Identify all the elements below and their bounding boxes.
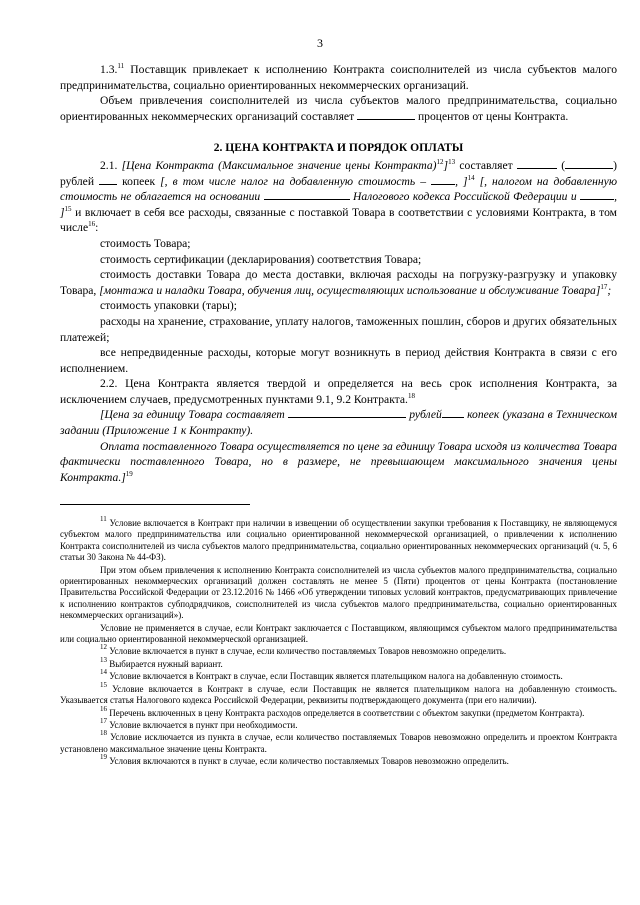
clause-2-2-payment: Оплата поставленного Товара осуществляется по цене за единицу Товара исходя из количества Товара фактически поставленного Товара, но в размере, не превышающем максимального значения цены Контракта.]$^{19}$ xyxy=(60,439,617,484)
footnote-ref-16[interactable]: 16 xyxy=(88,220,96,229)
footnote-13: $^{13}$ Выбирается нужный вариант. xyxy=(100,655,223,669)
footnote-11-cont: При этом объем привлечения к исполнению Контракта соисполнителей из числа субъектов малого предпринимательства, социально ориентированных некоммерческих организаций должен составлять не менее 5 (Пяти) процентов от цены Контракта (постановление Правительства Российской Федерации от 23.12.2016 № 1466 «Об утверждении типовых условий контрактов, предусматривающих привлечение к исполнению контрактов субподрядчиков, соисполнителей из числа субъектов малого предпринимательства, социально ориентированных некоммерческих организаций»). xyxy=(60,564,617,621)
footnote-16: $^{16}$ Перечень включенных в цену Контракта расходов определяется в соответствии с объектом закупки (предметом Контракта). xyxy=(100,704,585,718)
footnote-ref-15[interactable]: 15 xyxy=(64,204,72,213)
footnote-ref-12[interactable]: 12 xyxy=(436,157,444,166)
footnote-14: $^{14}$ Условие включается в Контракт в случае, если Поставщик является плательщиком налога на добавленную стоимость. xyxy=(100,668,563,682)
blank-field xyxy=(431,174,455,185)
clause-2-2: 2.2. Цена Контракта является твердой и определяется на весь срок исполнения Контракта, за исключением случаев, предусмотренных пунктами 9.1, 9.2 Контракта.$^{18}$ xyxy=(60,377,617,406)
blank-field xyxy=(264,189,350,200)
list-item: стоимость доставки Товара до места доставки, включая расходы на погрузку-разгрузку и упаковку Товара, [монтажа и наладки Товара, обучения лиц, осуществляющих использование и обслуживание Товара]$^{17}$; xyxy=(60,268,617,297)
blank-field xyxy=(517,158,557,169)
footnote-separator xyxy=(60,504,250,505)
list-item: все непредвиденные расходы, которые могут возникнуть в период действия Контракта в связи с его исполнением. xyxy=(60,346,617,375)
clause-2-1: 2.1. [Цена Контракта (Максимальное значение цены Контракта)$^{12}$]$^{13}$ составляет ( ) рублей копеек [, в том числе налог на добавленную стоимость – , ]$^{14}$ [, налогом на добавленную стоимость не облагается на основании Налогового кодекса Российской Федерации и , ]$^{15}$ и включает в себя все расходы, связанные с поставкой Товара в соответствии с условиями Контракта, в том числе$^{16}$: xyxy=(60,157,618,235)
blank-field xyxy=(580,189,614,200)
footnote-ref-13[interactable]: 13 xyxy=(448,157,456,166)
list-item: стоимость сертификации (декларирования) соответствия Товара; xyxy=(100,252,422,266)
footnote-11: $^{11}$ Условие включается в Контракт при наличии в извещении об осуществлении закупки требования к Поставщику, не являющемуся субъектом малого предпринимательства или социально ориентированной некоммерческой организацией, о привлечении к исполнению Контракта соисполнителей из числа субъектов малого предпринимательства, социально ориентированных некоммерческих организаций (ч. 5, 6 статьи 30 Закона № 44-ФЗ). xyxy=(60,515,617,563)
clause-2-2-unit-price: [Цена за единицу Товара составляет рублей копеек (указана в Техническом задании (Приложение 1 к Контракту). xyxy=(60,408,617,438)
footnote-17: $^{17}$ Условие включается в пункт при необходимости. xyxy=(100,716,298,730)
footnote-18: $^{18}$ Условие исключается из пункта в случае, если количество поставляемых Товаров невозможно определить и проектом Контракта установлено максимальное значение цены Контракта. xyxy=(60,729,617,754)
page-number: 3 xyxy=(317,36,323,50)
document-body xyxy=(60,62,617,485)
footnote-ref-14[interactable]: 14 xyxy=(467,173,475,182)
footnote-12: $^{12}$ Условие включается в пункт в случае, если количество поставляемых Товаров невозможно определить. xyxy=(100,643,507,657)
footnote-11-cont: Условие не применяется в случае, если Контракт заключается с Поставщиком, являющимся субъектом малого предпринимательства или социально ориентированной некоммерческой организацией. xyxy=(60,622,617,645)
blank-field xyxy=(99,174,117,185)
footnote-ref-11[interactable]: 11 xyxy=(117,62,125,70)
footnote-ref-18[interactable]: 18 xyxy=(407,391,415,400)
footnotes xyxy=(60,515,617,769)
clause-1-3-volume: Объем привлечения соисполнителей из числа субъектов малого предпринимательства, социально ориентированных некоммерческих организаций составляет процентов от цены Контракта. xyxy=(60,94,617,123)
footnote-ref-19[interactable]: 19 xyxy=(125,469,133,478)
list-item: стоимость упаковки (тары); xyxy=(100,299,237,313)
footnote-19: $^{19}$ Условия включаются в пункт в случае, если количество поставляемых Товаров невозможно определить. xyxy=(100,753,509,767)
blank-field xyxy=(442,407,464,418)
footnote-15: $^{15}$ Условие включается в Контракт в случае, если Поставщик не является плательщиком налога на добавленную стоимость. Указывается статья Налогового кодекса Российской Федерации, реквизиты подтверждающего документа (при его наличии). xyxy=(60,680,617,706)
blank-field xyxy=(357,109,415,120)
blank-field xyxy=(288,407,406,418)
list-item: стоимость Товара; xyxy=(100,236,191,250)
footnote-ref-17[interactable]: 17 xyxy=(600,282,608,291)
blank-field xyxy=(565,158,613,169)
list-item: расходы на хранение, страхование, уплату налогов, таможенных пошлин, сборов и других обязательных платежей; xyxy=(60,314,617,344)
section-heading: 2. ЦЕНА КОНТРАКТА И ПОРЯДОК ОПЛАТЫ xyxy=(213,141,464,155)
clause-1-3: 1.3.11 Поставщик привлекает к исполнению Контракта соисполнителей из числа субъектов малого предпринимательства, социально ориентированных некоммерческих организаций. xyxy=(60,62,617,92)
